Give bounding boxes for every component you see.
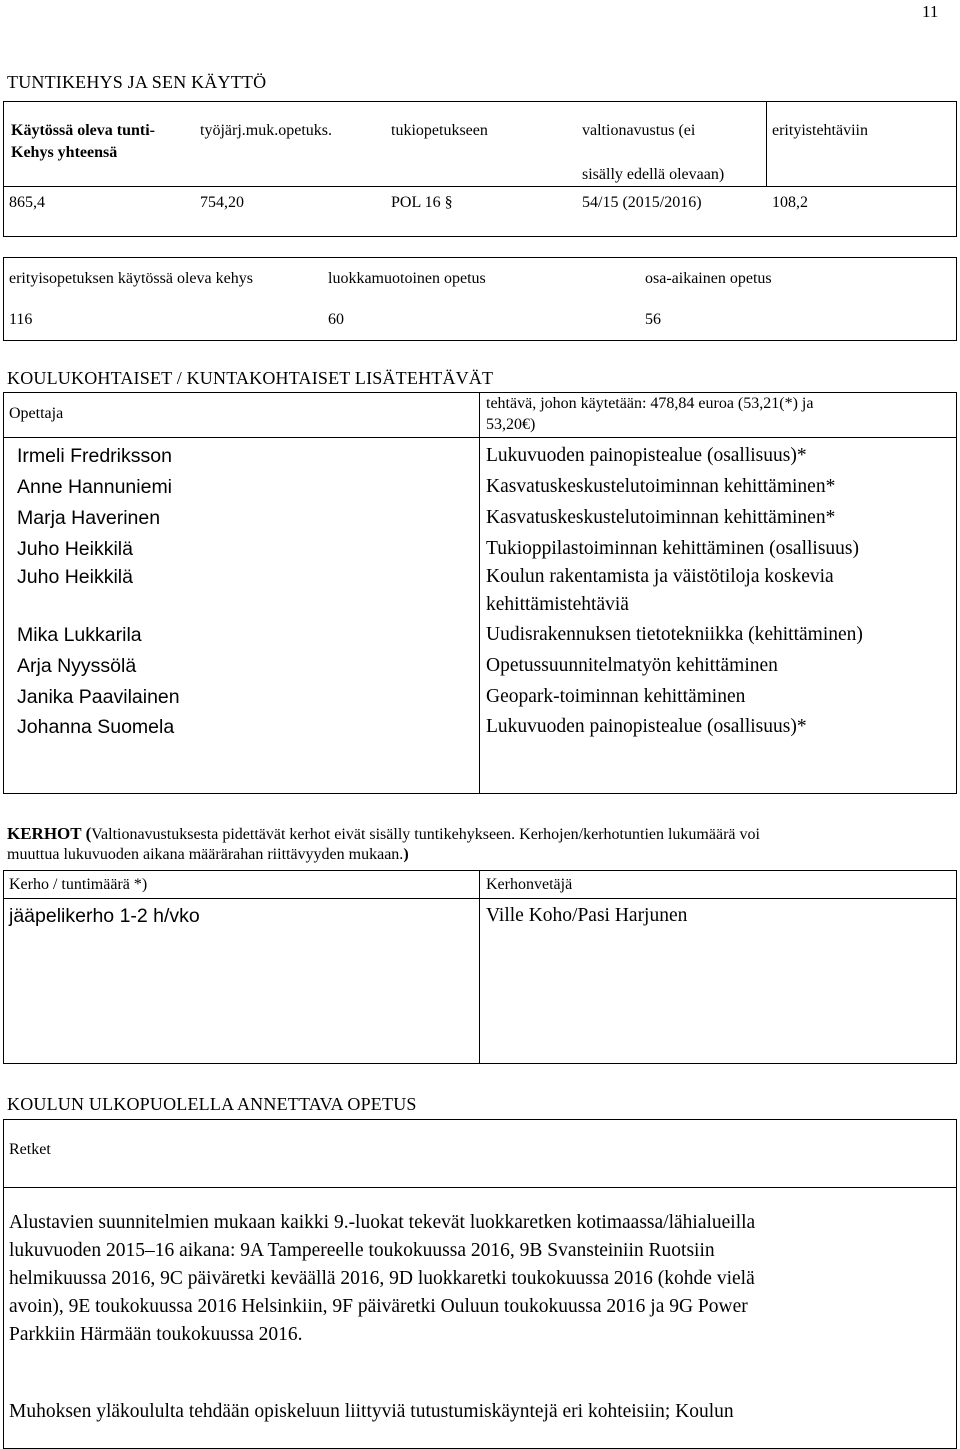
- header-task-line2: 53,20€): [486, 416, 536, 433]
- table-divider: [3, 898, 957, 899]
- header-teacher: Opettaja: [9, 405, 64, 422]
- teacher-task: Lukuvuoden painopistealue (osallisuus)*: [486, 716, 807, 737]
- teacher-task-continued: kehittämistehtäviä: [486, 594, 629, 615]
- header-special-ed-frame: erityisopetuksen käytössä oleva kehys: [9, 270, 253, 287]
- table-divider: [3, 437, 957, 438]
- kerhot-note-line2: muuttua lukuvuoden aikana määrärahan riittävyyden mukaan.: [7, 846, 404, 863]
- teacher-name: Irmeli Fredriksson: [17, 445, 172, 467]
- teacher-name: Arja Nyyssölä: [17, 655, 137, 677]
- header-club-hours: Kerho / tuntimäärä *): [9, 876, 148, 893]
- trips-paragraph-line: lukuvuoden 2015–16 aikana: 9A Tampereelle toukokuussa 2016, 9B Svansteiniin Ruotsiin: [9, 1240, 715, 1261]
- value-special-tasks: 108,2: [772, 194, 808, 211]
- teacher-task: Tukioppilastoiminnan kehittäminen (osallisuus): [486, 538, 860, 559]
- table-divider: [3, 186, 957, 187]
- teacher-name: Mika Lukkarila: [17, 624, 142, 646]
- club-leader: Ville Koho/Pasi Harjunen: [486, 905, 688, 926]
- tuntikehys-heading: TUNTIKEHYS JA SEN KÄYTTÖ: [7, 72, 267, 92]
- trips-paragraph-line: avoin), 9E toukokuussa 2016 Helsinkiin, 9F päiväretki Ouluun toukokuussa 2016 ja 9G Power: [9, 1296, 748, 1317]
- teacher-task: Geopark-toiminnan kehittäminen: [486, 686, 746, 707]
- teacher-name: Anne Hannuniemi: [17, 476, 173, 498]
- teacher-name: Juho Heikkilä: [17, 566, 133, 588]
- table-divider: [479, 392, 480, 794]
- value-remedial: POL 16 §: [391, 194, 453, 211]
- header-remedial: tukiopetukseen: [391, 122, 488, 139]
- teacher-name: Marja Haverinen: [17, 507, 161, 529]
- table-divider: [3, 1187, 957, 1188]
- header-total-frame-line1: Käytössä oleva tunti-: [11, 122, 155, 139]
- teacher-task: Kasvatuskeskustelutoiminnan kehittäminen*: [486, 507, 836, 528]
- header-club-leader: Kerhonvetäjä: [486, 876, 573, 893]
- value-class-teaching: 60: [328, 311, 344, 328]
- teacher-name: Juho Heikkilä: [17, 538, 133, 560]
- header-state-aid-line2: sisälly edellä olevaan): [582, 166, 725, 183]
- header-state-aid-line1: valtionavustus (ei: [582, 122, 696, 139]
- trips-label: Retket: [9, 1141, 51, 1158]
- value-state-aid: 54/15 (2015/2016): [582, 194, 702, 211]
- teacher-task: Lukuvuoden painopistealue (osallisuus)*: [486, 445, 807, 466]
- kerhot-note: [7, 846, 409, 864]
- teacher-task: Uudisrakennuksen tietotekniikka (kehittäminen): [486, 624, 863, 645]
- header-task-line1: tehtävä, johon käytetään: 478,84 euroa (53,21(*) ja: [486, 395, 814, 412]
- teacher-task: Koulun rakentamista ja väistötiloja koskevia: [486, 566, 834, 587]
- header-schedule-teaching: työjärj.muk.opetuks.: [200, 122, 332, 139]
- header-part-time-teaching: osa-aikainen opetus: [645, 270, 772, 287]
- trips-paragraph-line: Alustavien suunnitelmien mukaan kaikki 9.-luokat tekevät luokkaretken kotimaassa/lähialueilla: [9, 1212, 756, 1233]
- kerhot-heading-label: KERHOT (: [7, 824, 92, 843]
- visits-paragraph-line: Muhoksen yläkoululta tehdään opiskeluun liittyviä tutustumiskäyntejä eri kohteisiin; Koulun: [9, 1401, 734, 1422]
- kerhot-table: [3, 870, 957, 1064]
- kerhot-heading: [7, 824, 760, 844]
- value-total-frame: 865,4: [9, 194, 45, 211]
- header-total-frame-line2: Kehys yhteensä: [11, 144, 118, 161]
- kerhot-note-line1: Valtionavustuksesta pidettävät kerhot eivät sisälly tuntikehykseen. Kerhojen/kerhotuntien lukumäärä voi: [91, 826, 760, 843]
- kerhot-note-close: ): [403, 846, 409, 863]
- teacher-task: Kasvatuskeskustelutoiminnan kehittäminen*: [486, 476, 836, 497]
- table-divider: [766, 101, 767, 187]
- value-schedule-teaching: 754,20: [200, 194, 244, 211]
- value-special-ed-frame: 116: [9, 311, 33, 328]
- header-class-teaching: luokkamuotoinen opetus: [328, 270, 486, 287]
- lisatehtavat-heading: KOULUKOHTAISET / KUNTAKOHTAISET LISÄTEHTÄVÄT: [7, 368, 494, 388]
- teacher-name: Janika Paavilainen: [17, 686, 180, 708]
- value-part-time-teaching: 56: [645, 311, 661, 328]
- trips-paragraph-line: Parkkiin Härmään toukokuussa 2016.: [9, 1324, 303, 1345]
- trips-paragraph-line: helmikuussa 2016, 9C päiväretki keväällä 2016, 9D luokkaretki toukokuussa 2016 (kohde vielä: [9, 1268, 755, 1289]
- teacher-name: Johanna Suomela: [17, 716, 175, 738]
- ulkopuolella-heading: KOULUN ULKOPUOLELLA ANNETTAVA OPETUS: [7, 1094, 417, 1114]
- table-divider: [479, 870, 480, 1064]
- header-special-tasks: erityistehtäviin: [772, 122, 868, 139]
- teacher-task: Opetussuunnitelmatyön kehittäminen: [486, 655, 778, 676]
- club-name: jääpelikerho 1-2 h/vko: [9, 905, 200, 927]
- page-number: 11: [922, 2, 939, 21]
